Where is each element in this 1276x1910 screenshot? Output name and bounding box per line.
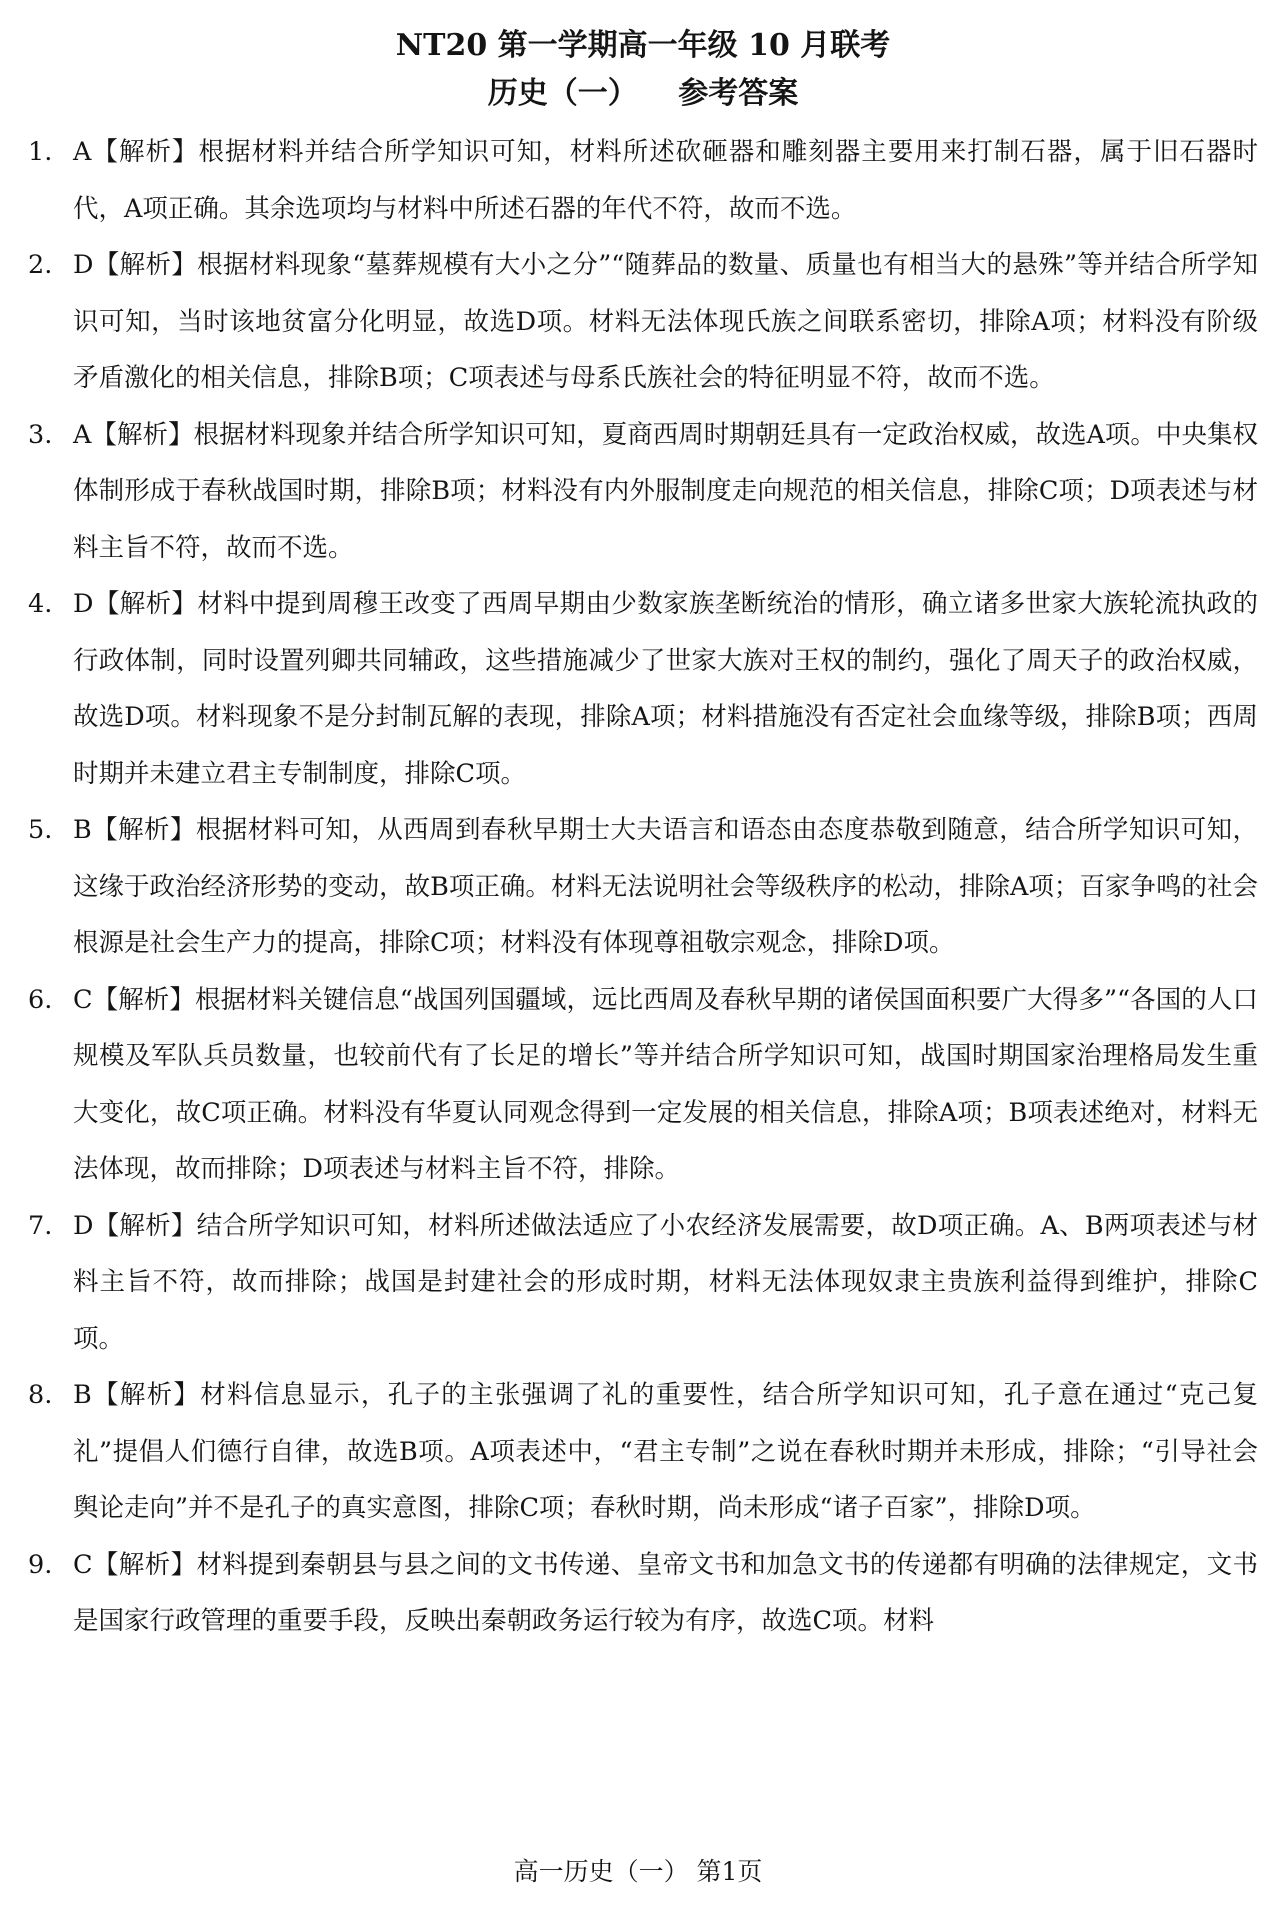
answer-list: [28, 124, 1258, 1650]
answer-item-4: [28, 576, 1258, 802]
answer-item-9: [28, 1537, 1258, 1650]
answer-number: 9.: [28, 1549, 53, 1580]
answer-text: B【解析】根据材料可知，从西周到春秋早期士大夫语言和语态由态度恭敬到随意，结合所学知识可知，这缘于政治经济形势的变动，故B项正确。材料无法说明社会等级秩序的松动，排除A项；百家争鸣的社会根源是社会生产力的提高，排除C项；材料没有体现尊祖敬宗观念，排除D项。: [73, 815, 1258, 958]
answer-text: C【解析】材料提到秦朝县与县之间的文书传递、皇帝文书和加急文书的传递都有明确的法律规定，文书是国家行政管理的重要手段，反映出秦朝政务运行较为有序，故选C项。材料: [73, 1549, 1258, 1636]
answer-number: 5.: [28, 815, 53, 845]
answer-item-7: [28, 1198, 1258, 1368]
answer-number: 6.: [28, 984, 53, 1015]
page-footer: 高一历史（一） 第1页: [513, 1857, 763, 1886]
answer-item-6: [28, 972, 1258, 1198]
answer-item-5: [28, 802, 1258, 972]
answer-text: D【解析】根据材料现象“墓葬规模有大小之分”“随葬品的数量、质量也有相当大的悬殊”等并结合所学知识可知，当时该地贫富分化明显，故选D项。材料无法体现氏族之间联系密切，排除A项；材料没有阶级矛盾激化的相关信息，排除B项；C项表述与母系氏族社会的特征明显不符，故而不选。: [73, 250, 1258, 393]
answer-number: 8.: [28, 1380, 53, 1410]
answer-text: B【解析】材料信息显示，孔子的主张强调了礼的重要性，结合所学知识可知，孔子意在通过“克己复礼”提倡人们德行自律，故选B项。A项表述中，“君主专制”之说在春秋时期并未形成，排除；“引导社会舆论走向”并不是孔子的真实意图，排除C项；春秋时期，尚未形成“诸子百家”，排除D项。: [73, 1380, 1258, 1523]
answer-number: 1.: [28, 137, 53, 167]
answer-item-2: [28, 237, 1258, 407]
answer-number: 3.: [28, 419, 53, 450]
answer-number: 2.: [28, 250, 53, 280]
answer-item-8: [28, 1367, 1258, 1537]
answer-number: 4.: [28, 589, 53, 619]
answer-text: D【解析】材料中提到周穆王改变了西周早期由少数家族垄断统治的情形，确立诸多世家大族轮流执政的行政体制，同时设置列卿共同辅政，这些措施减少了世家大族对王权的制约，强化了周天子的政治权威，故选D项。材料现象不是分封制瓦解的表现，排除A项；材料措施没有否定社会血缘等级，排除B项；西周时期并未建立君主专制制度，排除C项。: [73, 589, 1258, 789]
answer-text: A【解析】根据材料并结合所学知识可知，材料所述砍砸器和雕刻器主要用来打制石器，属于旧石器时代，A项正确。其余选项均与材料中所述石器的年代不符，故而不选。: [73, 137, 1258, 224]
answer-number: 7.: [28, 1210, 53, 1241]
answer-text: A【解析】根据材料现象并结合所学知识可知，夏商西周时期朝廷具有一定政治权威，故选A项。中央集权体制形成于春秋战国时期，排除B项；材料没有内外服制度走向规范的相关信息，排除C项；D项表述与材料主旨不符，故而不选。: [73, 419, 1258, 563]
answer-text: D【解析】结合所学知识可知，材料所述做法适应了小农经济发展需要，故D项正确。A、B两项表述与材料主旨不符，故而排除；战国是封建社会的形成时期，材料无法体现奴隶主贵族利益得到维护，排除C项。: [73, 1210, 1258, 1354]
answer-item-1: [28, 124, 1258, 237]
answer-item-3: [28, 407, 1258, 577]
answer-text: C【解析】根据材料关键信息“战国列国疆域，远比西周及春秋早期的诸侯国面积要广大得多”“各国的人口规模及军队兵员数量，也较前代有了长足的增长”等并结合所学知识可知，战国时期国家治理格局发生重大变化，故C项正确。材料没有华夏认同观念得到一定发展的相关信息，排除A项；B项表述绝对，材料无法体现，故而排除；D项表述与材料主旨不符，排除。: [73, 984, 1258, 1184]
page-title: NT20 第一学期高一年级 10 月联考: [395, 28, 891, 63]
page-subtitle: 历史（一） 参考答案: [487, 76, 799, 111]
